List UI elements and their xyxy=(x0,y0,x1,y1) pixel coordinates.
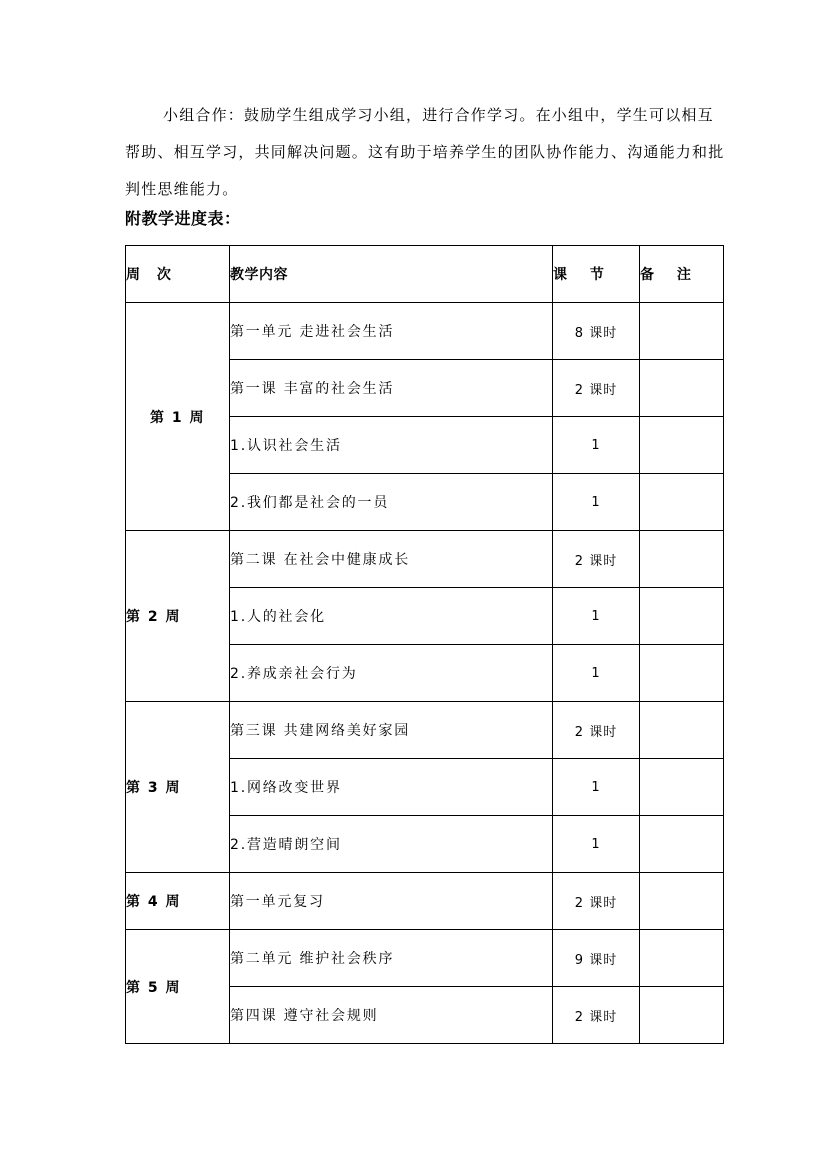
week-cell: 第 5 周 xyxy=(126,930,230,1044)
intro-paragraph: 小组合作：鼓励学生组成学习小组，进行合作学习。在小组中，学生可以相互帮助、相互学习，共同解决问题。这有助于培养学生的团队协作能力、沟通能力和批判性思维能力。 xyxy=(125,106,725,198)
lessons-cell: 2 课时 xyxy=(553,531,640,588)
content-cell: 第一课 丰富的社会生活 xyxy=(230,360,553,417)
lessons-cell: 2 课时 xyxy=(553,987,640,1044)
notes-cell xyxy=(640,702,724,759)
lessons-cell: 1 xyxy=(553,417,640,474)
notes-cell xyxy=(640,474,724,531)
content-cell: 第一单元 走进社会生活 xyxy=(230,303,553,360)
notes-cell xyxy=(640,816,724,873)
table-row xyxy=(126,702,724,759)
lessons-cell: 9 课时 xyxy=(553,930,640,987)
header-lessons: 课 节 xyxy=(553,246,640,303)
content-cell: 第二单元 维护社会秩序 xyxy=(230,930,553,987)
lessons-cell: 2 课时 xyxy=(553,360,640,417)
content-cell: 第二课 在社会中健康成长 xyxy=(230,531,553,588)
notes-cell xyxy=(640,531,724,588)
content-cell: 第四课 遵守社会规则 xyxy=(230,987,553,1044)
lessons-cell: 1 xyxy=(553,474,640,531)
week-cell: 第 2 周 xyxy=(126,531,230,702)
content-cell: 2.养成亲社会行为 xyxy=(230,645,553,702)
notes-cell xyxy=(640,360,724,417)
notes-cell xyxy=(640,303,724,360)
table-row xyxy=(126,531,724,588)
notes-cell xyxy=(640,759,724,816)
lessons-cell: 2 课时 xyxy=(553,873,640,930)
notes-cell xyxy=(640,930,724,987)
week-cell: 第 4 周 xyxy=(126,873,230,930)
table-row xyxy=(126,930,724,987)
table-row xyxy=(126,303,724,360)
content-cell: 2.我们都是社会的一员 xyxy=(230,474,553,531)
header-notes: 备 注 xyxy=(640,246,724,303)
notes-cell xyxy=(640,987,724,1044)
content-cell: 第三课 共建网络美好家园 xyxy=(230,702,553,759)
notes-cell xyxy=(640,873,724,930)
lessons-cell: 1 xyxy=(553,645,640,702)
lessons-cell: 1 xyxy=(553,816,640,873)
lessons-cell: 2 课时 xyxy=(553,702,640,759)
lessons-cell: 8 课时 xyxy=(553,303,640,360)
content-cell: 1.人的社会化 xyxy=(230,588,553,645)
notes-cell xyxy=(640,645,724,702)
header-content: 教学内容 xyxy=(230,246,553,303)
table-header-row xyxy=(126,246,724,303)
lessons-cell: 1 xyxy=(553,759,640,816)
table-row xyxy=(126,873,724,930)
content-cell: 1.网络改变世界 xyxy=(230,759,553,816)
schedule-title: 附教学进度表： xyxy=(125,209,241,228)
week-cell: 第 3 周 xyxy=(126,702,230,873)
header-week: 周 次 xyxy=(126,246,230,303)
content-cell: 第一单元复习 xyxy=(230,873,553,930)
content-cell: 2.营造晴朗空间 xyxy=(230,816,553,873)
week-cell: 第 1 周 xyxy=(126,303,230,531)
lessons-cell: 1 xyxy=(553,588,640,645)
notes-cell xyxy=(640,588,724,645)
content-cell: 1.认识社会生活 xyxy=(230,417,553,474)
notes-cell xyxy=(640,417,724,474)
teaching-schedule-table xyxy=(125,245,724,1044)
